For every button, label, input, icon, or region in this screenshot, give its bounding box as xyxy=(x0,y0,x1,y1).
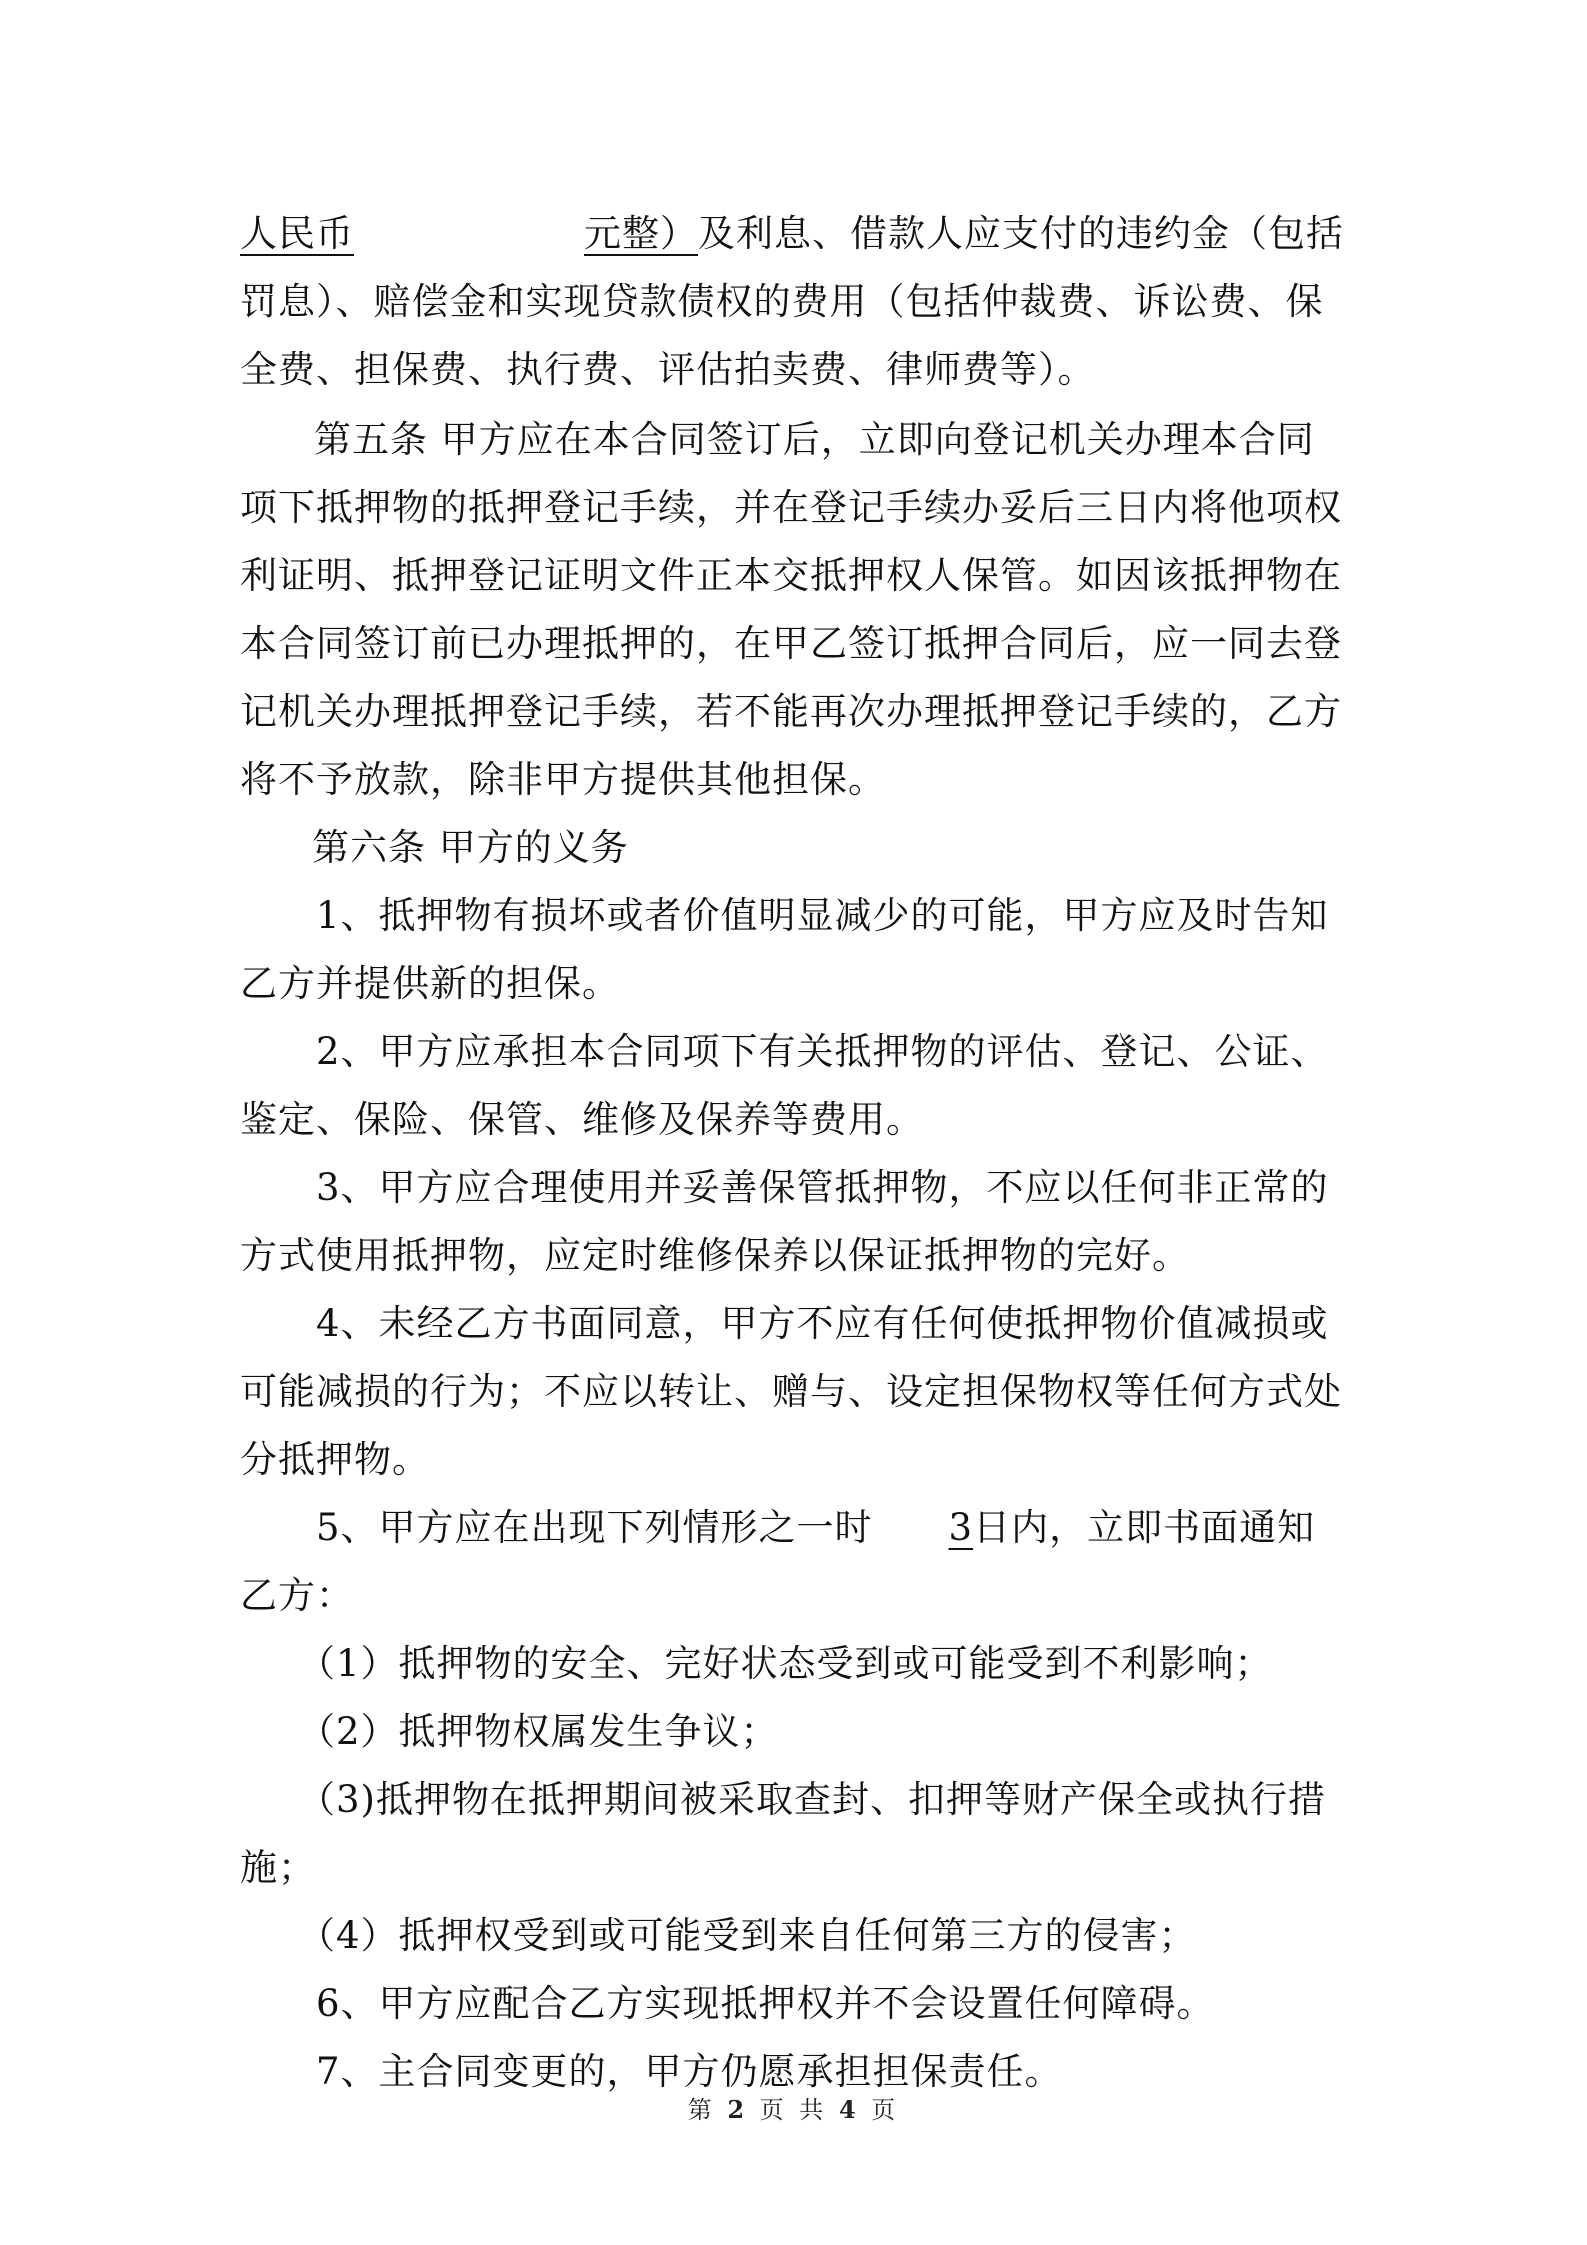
obligation-item-4: 4、未经乙方书面同意，甲方不应有任何使抵押物价值减损或可能减损的行为；不应以转让、赠与、设定担保物权等任何方式处分抵押物。 xyxy=(240,1302,1342,1481)
page-footer: 第 2 页 共 4 页 xyxy=(687,2095,900,2124)
obligation-item-6: 6、甲方应配合乙方实现抵押权并不会设置任何障碍。 xyxy=(316,1982,1215,2025)
obligation-item-3: 3、甲方应合理使用并妥善保管抵押物，不应以任何非正常的方式使用抵押物，应定时维修保养以保证抵押物的完好。 xyxy=(240,1166,1329,1277)
obligation-item-2: 2、甲方应承担本合同项下有关抵押物的评估、登记、公证、鉴定、保险、保管、维修及保养等费用。 xyxy=(240,1030,1329,1141)
document-body xyxy=(240,200,1350,2106)
sub-item-4: （4）抵押权受到或可能受到来自任何第三方的侵害； xyxy=(298,1914,1197,1957)
notice-days-field: 3 xyxy=(948,1506,974,1549)
sub-item-1: （1）抵押物的安全、完好状态受到或可能受到不利影响； xyxy=(298,1642,1273,1685)
obligation-item-7: 7、主合同变更的，甲方仍愿承担担保责任。 xyxy=(316,2050,1063,2093)
article-5: 第五条 甲方应在本合同签订后，立即向登记机关办理本合同项下抵押物的抵押登记手续，并在登记手续办妥后三日内将他项权利证明、抵押登记证明文件正本交抵押权人保管。如因该抵押物在本合同签订前已办理抵押的，在甲乙签订抵押合同后，应一同去登记机关办理抵押登记手续，若不能再次办理抵押登记手续的，乙方将不予放款，除非甲方提供其他担保。 xyxy=(240,418,1342,801)
sub-item-2: （2）抵押物权属发生争议； xyxy=(298,1710,779,1753)
amount-currency-field: 人民币 元整） xyxy=(240,212,698,255)
total-page-number: 4 xyxy=(838,2095,860,2124)
article-6-title: 第六条 甲方的义务 xyxy=(312,826,629,869)
current-page-number: 2 xyxy=(727,2095,749,2124)
paragraph-amount: 人民币 元整）及利息、借款人应支付的违约金（包括罚息）、赔偿金和实现贷款债权的费用（包括仲裁费、诉讼费、保全费、担保费、执行费、评估拍卖费、律师费等）。 xyxy=(240,212,1344,391)
sub-item-3: （3)抵押物在抵押期间被采取查封、扣押等财产保全或执行措施； xyxy=(240,1778,1326,1889)
obligation-item-1: 1、抵押物有损坏或者价值明显减少的可能，甲方应及时告知乙方并提供新的担保。 xyxy=(240,894,1329,1005)
obligation-item-5: 5、甲方应在出现下列情形之一时 3日内，立即书面通知乙方： xyxy=(240,1494,1350,1630)
